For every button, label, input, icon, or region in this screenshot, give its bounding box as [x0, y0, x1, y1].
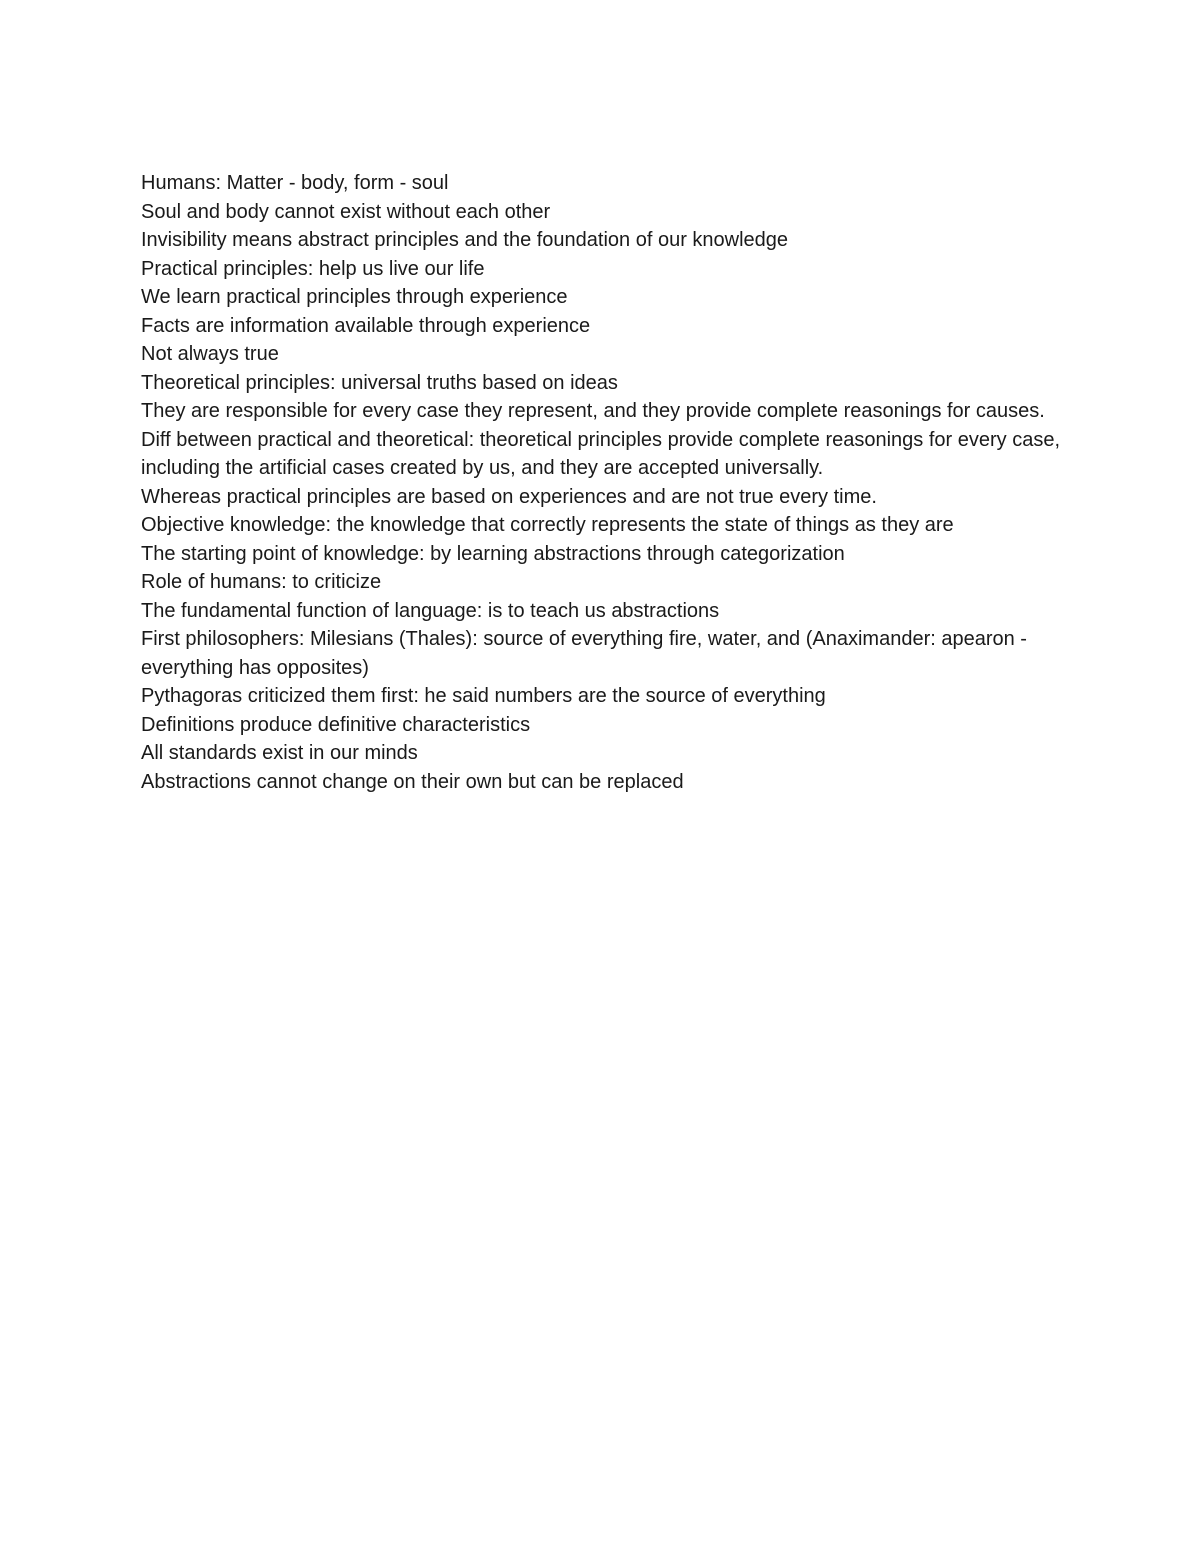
note-line: Role of humans: to criticize [141, 571, 382, 593]
note-line: They are responsible for every case they represent, and they provide complete reasonings for causes. [141, 400, 1045, 422]
note-line: Humans: Matter - body, form - soul [141, 172, 449, 194]
note-line: The fundamental function of language: is to teach us abstractions [141, 599, 720, 622]
note-line: Definitions produce definitive characteristics [141, 713, 531, 736]
note-line: Objective knowledge: the knowledge that correctly represents the state of things as they are [141, 514, 954, 536]
note-line: First philosophers: Milesians (Thales): source of everything fire, water, and (Anaximander: apearon - everything has opposites) [141, 628, 1027, 679]
note-line: Abstractions cannot change on their own but can be replaced [141, 770, 684, 793]
note-line: Not always true [141, 343, 279, 365]
note-line: All standards exist in our minds [141, 742, 418, 764]
note-body [141, 169, 1061, 796]
note-line: The starting point of knowledge: by learning abstractions through categorization [141, 542, 845, 565]
note-line: Whereas practical principles are based on experiences and are not true every time. [141, 485, 877, 508]
note-line: Soul and body cannot exist without each other [141, 200, 551, 223]
note-line: We learn practical principles through experience [141, 286, 568, 308]
note-line: Practical principles: help us live our life [141, 257, 485, 280]
note-line: Theoretical principles: universal truths based on ideas [141, 371, 618, 394]
note-line: Diff between practical and theoretical: theoretical principles provide complete reasonings for every case, including the artificial cases created by us, and they are accepted universally. [141, 428, 1061, 479]
note-line: Invisibility means abstract principles and the foundation of our knowledge [141, 229, 789, 251]
note-line: Pythagoras criticized them first: he said numbers are the source of everything [141, 685, 826, 707]
note-line: Facts are information available through experience [141, 314, 591, 337]
